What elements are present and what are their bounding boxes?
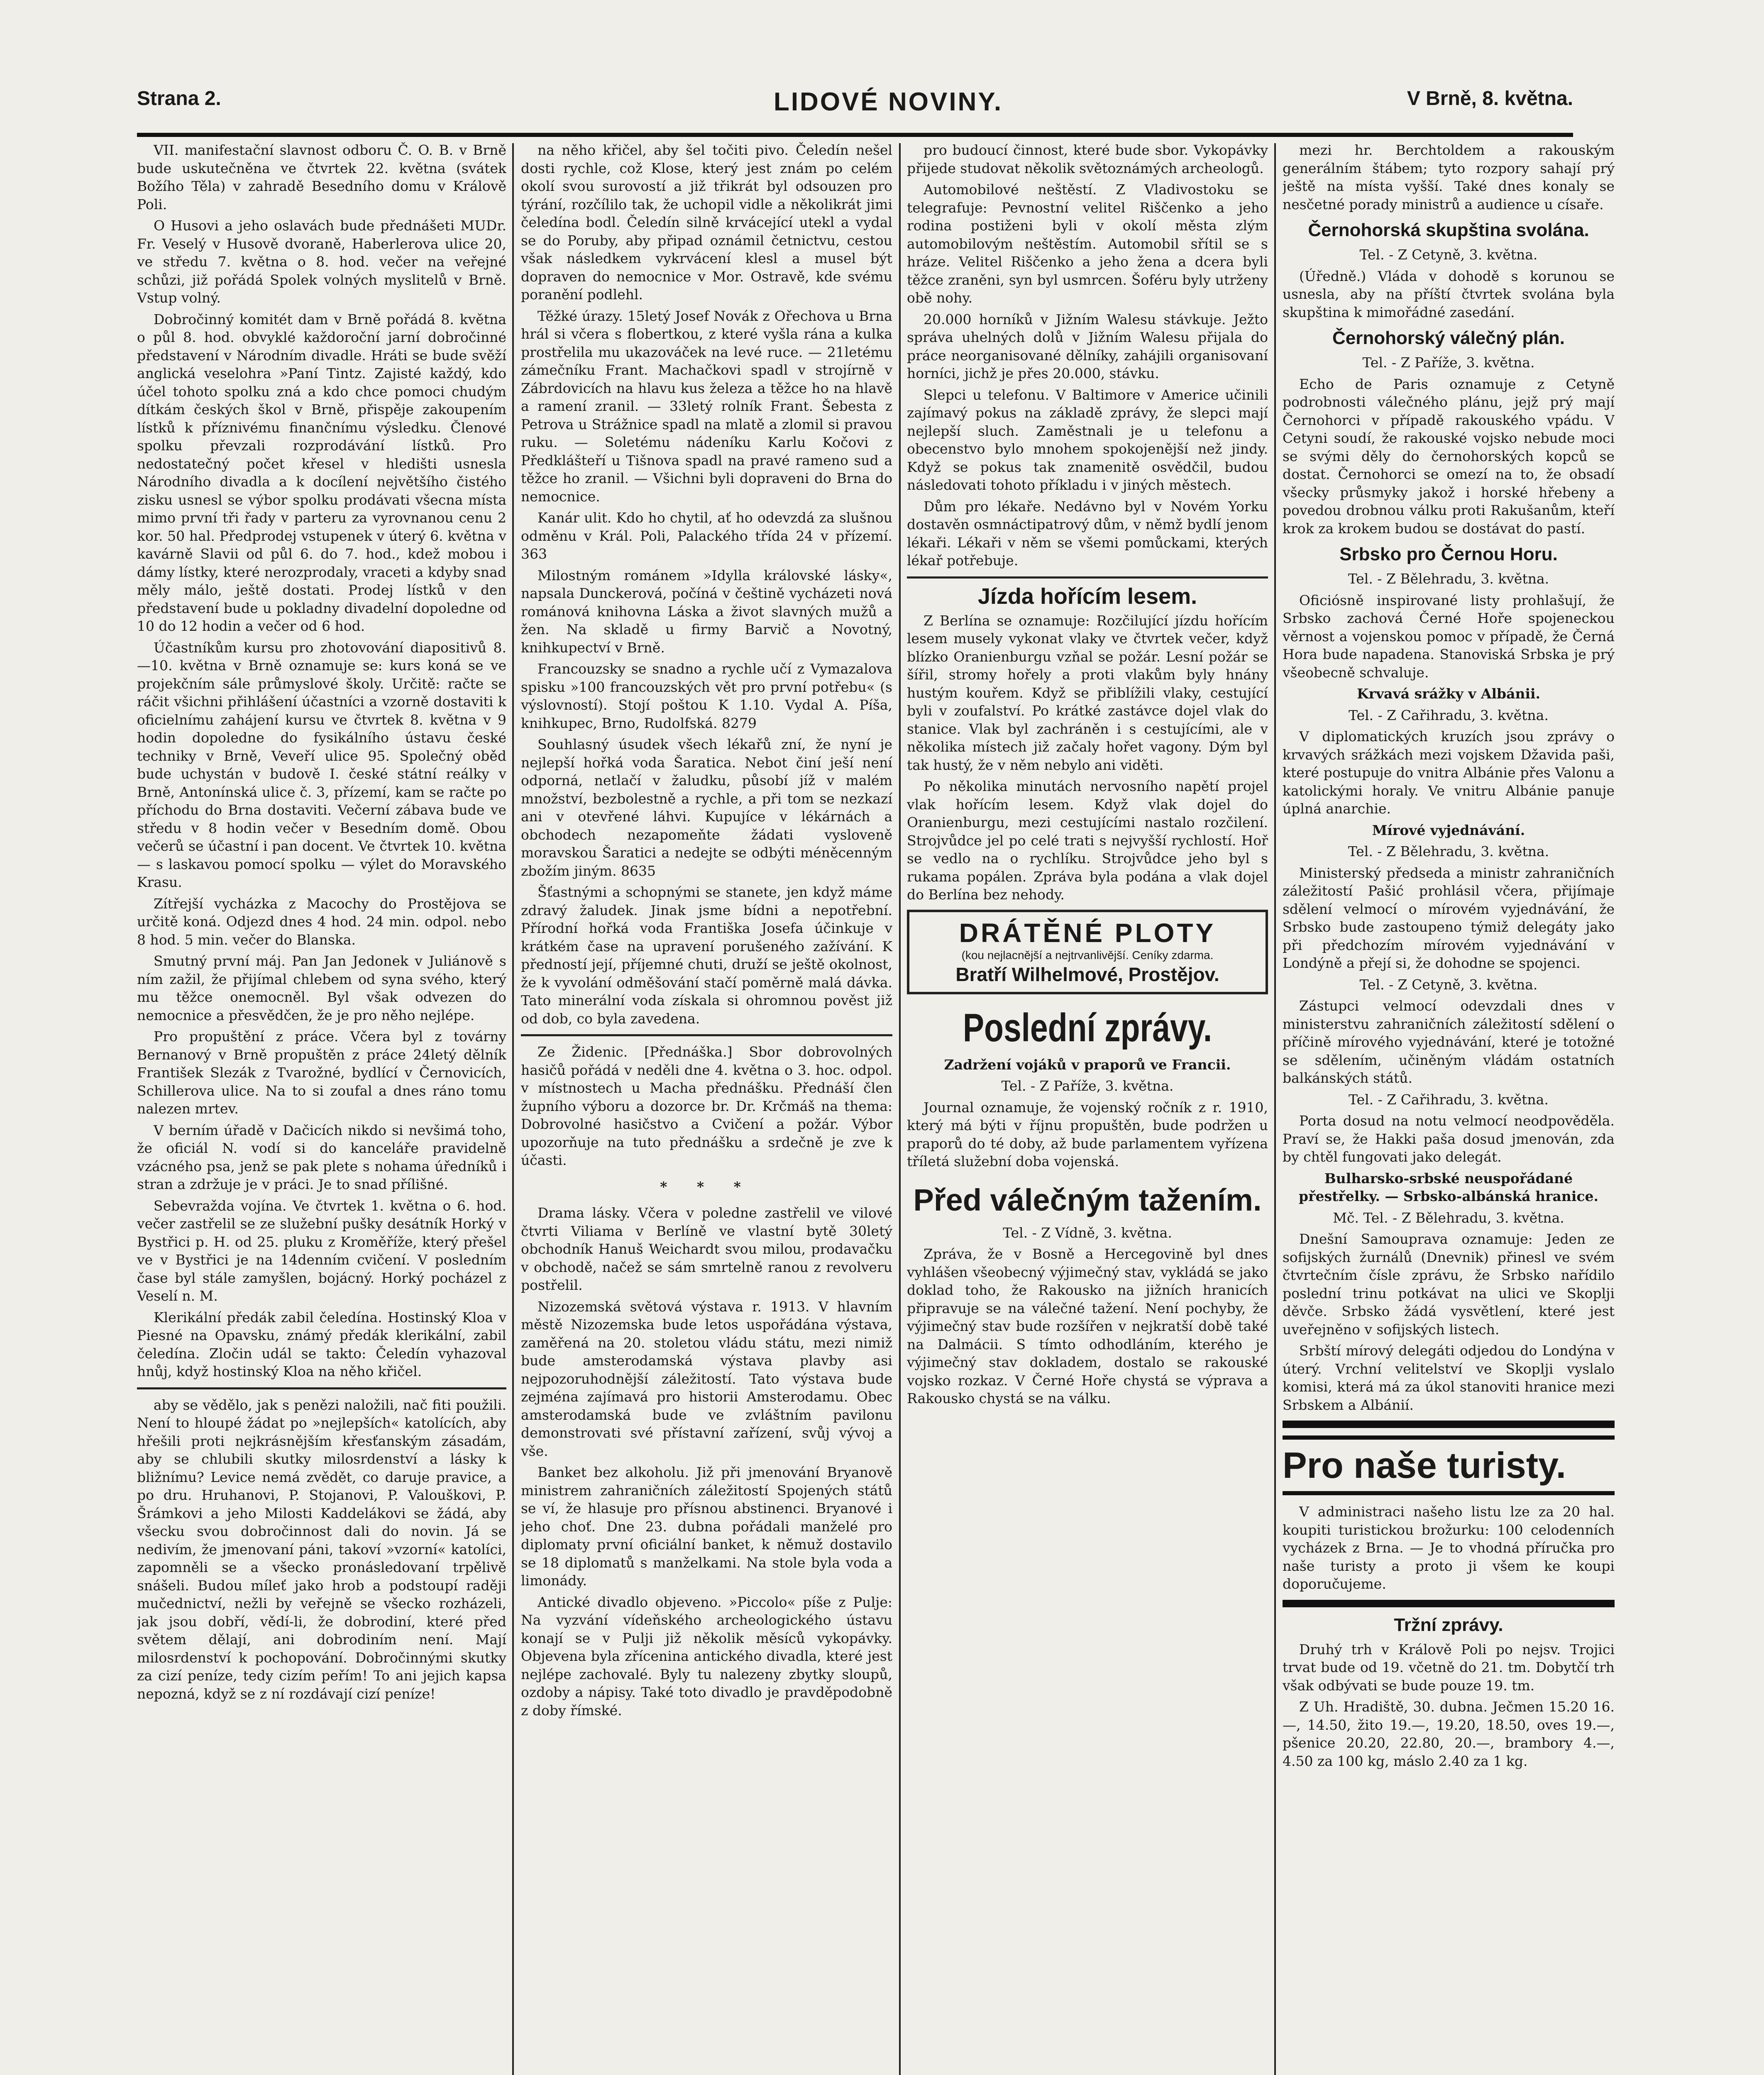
article-headline: Černohorská skupština svolána. bbox=[1308, 220, 1589, 240]
news-item: aby se vědělo, jak s penězi naložili, nač fiti použili. Není to hloupé žádat po »nejlepších« katolících, aby hřešili proti nejkrásnějším křesťanským zásadám, aby se chlubili skutky milosrdenství a lásky k bližnímu? Levice nemá zvědět, co daruje pravice, a po dru. Hruhanovi, P. Stojanovi, P. Valouškovi, P. Šrámkovi a jeho Milosti Kaddelákovi se žádá, aby všecku svou dobročinnost dali do novin. Já se nedivím, že jmenovaní páni, takoví »vzorní« katolíci, zapomněli se a všecko pronásledovaní trpělivě snášeli. Budou míleť jako hrob a podstoupí raději mučednictví, nežli by veřejně se všecko rozházeli, jak jsou dobří, vědí-li, že dobrodiní, které před světem dělají, ani dobrodiním není. Mají milosrdenství k pochopování. Dobročinnými skutky za cizí peníze, tedy cizím peřím! To ani jejich kapsa nepozná, když se z ní rozdávají cizí peníze! bbox=[137, 1396, 506, 1702]
news-item: Dům pro lékaře. Nedávno byl v Novém Yorku dostavěn osmnáctipatrový dům, v němž bydlí jenom lékaři. Lékaři v něm se všemi pomůckami, kterých lékař potřebuje. bbox=[907, 498, 1268, 569]
ad-title: DRÁTĚNÉ PLOTY bbox=[959, 918, 1216, 948]
classified-ad: Kanár ulit. Kdo ho chytil, ať ho odevzdá za slušnou odměnu v Král. Poli, Palackého třída 24 v přízemí. 363 bbox=[521, 510, 892, 562]
article-paragraph: Druhý trh v Králově Poli po nejsv. Trojici trvat bude od 19. včetně do 21. tm. Dobytčí trh však odbývati se bude pouze 19. tm. bbox=[1283, 1641, 1615, 1694]
news-item: Slepci u telefonu. V Baltimore v Americe učinili zajímavý pokus na základě zprávy, že slepci mají nejlepší sluch. Zaměstnali je u telefonu a obecenstvo bylo mnohem spokojenější než jindy. Když se pokus tak znamenitě osvědčil, budou následovati tohoto příkladu i v jiných městech. bbox=[907, 386, 1268, 493]
article-headline: Jízda hořícím lesem. bbox=[977, 583, 1197, 609]
news-item: Automobilové neštěstí. Z Vladivostoku se telegrafuje: Pevnostní velitel Riščenko a jeho rodina postiženi byli v okolí města zlým automobilovým neštěstím. Automobil sřítil se s hráze. Velitel Riščenko a jeho žena a dcera byli těžce zraněni, syn byl usmrcen. Šoféru byly utrženy obě nohy. bbox=[907, 181, 1268, 306]
dateline: Tel. - Z Paříže, 3. května. bbox=[1362, 354, 1535, 371]
news-item: Pro propuštění z práce. Včera byl z továrny Bernanový v Brně propuštěn z práce 24letý dělník František Slezák z Tvarožné, bydlící v Černovicích, Schillerova ulice. Na to si zoufal a dnes ráno tomu nalezen mrtev. bbox=[137, 1028, 506, 1117]
section-rule bbox=[1283, 1600, 1615, 1607]
column-divider bbox=[512, 143, 514, 2075]
article-paragraph: Srbští mírový delegáti odjedou do Londýna v úterý. Vrchní velitelství ve Skoplji vyslalo komisi, která má za úkol stanoviti hranice mezi Srbskem a Albánií. bbox=[1283, 1343, 1615, 1413]
column-2 bbox=[521, 141, 892, 2075]
article-paragraph: V diplomatických kruzích jsou zprávy o krvavých srážkách mezi vojskem Džavida paši, které postupuje do vnitra Albánie přes Valonu a katolickými horaly. Ve vnitru Albánie panuje úplná anarchie. bbox=[1283, 728, 1615, 817]
news-item: Těžké úrazy. 15letý Josef Novák z Ořechova u Brna hrál si včera s flobertkou, z které vyšla rána a kulka prostřelila mu ukazováček na levé ruce. — 21letému zámečníku Frant. Machačkovi spadl v strojírně v Zábrdovicích na hlavu kus železa a těžce ho na hlavě a ramení zranil. — 33letý rolník Frant. Šebesta z Petrova u Strážnice spadl na mlatě a zlomil si pravou ruku. — Soletému nádeníku Karlu Kočovi z Předklášteří u Tišnova spadl na pravé rameno sud a těžce ho zranil. — Všichni byli dopraveni do Brna do nemocnice. bbox=[521, 308, 892, 505]
article-paragraph: mezi hr. Berchtoldem a rakouským generálním štábem; tyto rozpory sahají prý ještě na místa vyšší. Také dnes konaly se nesčetné porady ministrů a audience u císaře. bbox=[1283, 142, 1615, 212]
article-paragraph: Ministerský předseda a ministr zahraničních záležitostí Pašić prohlásil včera, přijímaje sdělení velmocí o mírovém vyjednávání, že Srbsko bude zastoupeno týmiž delegáty jako při předchozím mírovém vyjednávání v Londýně a přejí si, že dohodne se spojenci. bbox=[1283, 864, 1615, 971]
article-paragraph: Po několika minutách nervosního napětí projel vlak hořícím lesem. Když vlak dojel do Oranienburgu, mezi cestujícími nastalo rozčilení. Strojvůdce jel po celé trati s nejvyšší rychlostí. Hoř se vedlo na o rychlíku. Strojvůdce jeho byl s rukama popálen. Zpráva byla podána a vlak dojel do Berlína bez nehody. bbox=[907, 778, 1268, 903]
classified-ad: Šťastnými a schopnými se stanete, jen když máme zdravý žaludek. Jinak jsme bídni a nepotřební. Přírodní hořká voda Františka Josefa účinkuje v krátkém čase na upravení porušeného zažívání. K předností její, příjemné chuti, druží se ještě okolnost, že k vyvolání odměšování stačí poměrně malá dávka. Tato minerální voda získala si ohromnou pověst již od dob, co byla zavedena. bbox=[521, 884, 892, 1027]
article-paragraph: Z Berlína se oznamuje: Rozčilující jízdu hořícím lesem musely vykonat vlaky ve čtvrtek večer, když blízko Oranienburgu vzňal se požár. Lesní požár se šířil, stromy hořely a proti vlakům byly hnány hustým kouřem. Když se přiblížili vlaky, cestující byli v zoufalství. Po krátké zastávce dojel vlak do stanice. Vlak byl zachráněn i s cestujícími, ale v několika místech již začaly hořet vagony. Dým byl tak hustý, že v něm nebylo ani viděti. bbox=[907, 612, 1268, 773]
news-item: 20.000 horníků v Jižním Walesu stávkuje. Ježto správa uhelných dolů v Jižním Walesu přijala do práce neorganisované dělníky, zahájili organisovaní horníci, jichž je přes 20.000, stávku. bbox=[907, 311, 1268, 381]
article-subheadline: Zadržení vojáků v praporů ve Francii. bbox=[944, 1056, 1231, 1073]
dateline: Tel. - Z Cetyně, 3. května. bbox=[1359, 247, 1538, 263]
dateline: Mč. Tel. - Z Bělehradu, 3. května. bbox=[1333, 1209, 1564, 1226]
news-item: Účastníkům kursu pro zhotovování diapositivů 8.—10. května v Brně oznamuje se: kurs koná se ve projekčním sále průmyslové školy. Určitě: račte se ráčit všichni přihlášení účastníci a vzorně dostaviti k oficielnímu zahájení kursu ve čtvrtek 8. května v 9 hodin dopoledne do fysikálního ústavu české techniky v Brně, Veveří ulice 95. Společný oběd bude uchystán v budově I. české státní reálky v Brně, Antonínská ulice č. 3, přízemí, kam se račte po příchodu do Brna dostaviti. Večerní zábava bude ve středu v 8 hodin večer v Besedním domě. Obou večerů se účastní i pan docent. Ve čtvrtek 10. května — s laskavou pomocí spolku — výlet do Moravského Krasu. bbox=[137, 639, 506, 890]
article-headline: Černohorský válečný plán. bbox=[1332, 328, 1565, 348]
dateline: Tel. - Z Cetyně, 3. května. bbox=[1359, 976, 1538, 993]
news-item: pro budoucí činnost, které bude sbor. Vykopávky přijede studovat několik světoznámých archeologů. bbox=[907, 142, 1268, 176]
article-subheadline: Bulharsko-srbské neuspořádané přestřelky. — Srbsko-albánská hranice. bbox=[1299, 1170, 1598, 1204]
news-item: VII. manifestační slavnost odboru Č. O. B. v Brně bude uskutečněna ve čtvrtek 22. května (svátek Božího Těla) v zahradě Besedního domu v Králově Poli. bbox=[137, 142, 506, 212]
article-paragraph: Oficiósně inspirované listy prohlašují, že Srbsko zachová Černé Hoře spojeneckou věrnost a vojenskou pomoc v případě, že Černá Hora bude napadena. Stanoviská Srbska je prý všeobecně schvaluje. bbox=[1283, 592, 1615, 681]
article-subheadline: Mírové vyjednávání. bbox=[1372, 822, 1525, 838]
dateline: Tel. - Z Bělehradu, 3. května. bbox=[1348, 571, 1549, 587]
page-number: Strana 2. bbox=[137, 88, 221, 110]
section-rule bbox=[1283, 1421, 1615, 1428]
classified-ad: Francouzsky se snadno a rychle učí z Vymazalova spisku »100 francouzských vět pro první potřebu« (s výslovností). Stojí poštou K 1.10. Vydal A. Píša, knihkupec, Brno, Rudolfská. 8279 bbox=[521, 661, 892, 731]
dateline: Tel. - Z Vídně, 3. května. bbox=[1003, 1224, 1172, 1241]
ad-text: (kou nejlacnější a nejtrvanlivější. Ceníky zdarma. bbox=[961, 948, 1214, 962]
article-headline: Srbsko pro Černou Horu. bbox=[1339, 544, 1558, 564]
dateline: Tel. - Z Bělehradu, 3. května. bbox=[1348, 843, 1549, 859]
dateline: Tel. - Z Paříže, 3. května. bbox=[1001, 1078, 1174, 1094]
section-title-latest-news: Poslední zprávy. bbox=[963, 1005, 1212, 1050]
newspaper-title: LIDOVÉ NOVINY. bbox=[773, 88, 1003, 116]
column-3 bbox=[907, 141, 1268, 2075]
news-item: na něho křičel, aby šel točiti pivo. Čeledín nešel dosti rychle, což Klose, který jest znám po celém okolí svou surovostí a již třikrát byl odsouzen pro týrání, rozčílilo tak, že uchopil vidle a několikrát jimi čeledína bodl. Čeledín silně krvácející utekl a vydal se do Poruby, aby připad oznámil četnictvu, cestou však následkem vykrvácení klesl a musel být dopraven do nemocnice v Mor. Ostravě, kde svému poranění podlehl. bbox=[521, 142, 892, 303]
section-title-market: Tržní zprávy. bbox=[1394, 1614, 1503, 1635]
column-divider bbox=[899, 143, 901, 2075]
news-item: Drama lásky. Včera v poledne zastřelil ve vilové čtvrti Viliama v Berlíně ve vlastní bytě 30letý obchodník Hanuš Weichardt svou milou, prodavačku v obchodě, načež se sám smrtelně ranou z revolveru postřelil. bbox=[521, 1205, 892, 1293]
news-item: Smutný první máj. Pan Jan Jedonek v Juliánově s ním zažil, že přijímal chlebem od syna svého, který mu těžce onemocněl. Byl však odvezen do nemocnice a přesvědčen, že je pro něho nejlépe. bbox=[137, 953, 506, 1023]
dateline: Tel. - Z Cařihradu, 3. května. bbox=[1349, 1091, 1549, 1108]
issue-date: V Brně, 8. května. bbox=[1407, 88, 1573, 110]
news-item: Dobročinný komitét dam v Brně pořádá 8. května o půl 8. hod. obvyklé každoroční jarní dobročinné představení v Národním divadle. Hráti se bude svěží anglická veselohra »Paní Tintz. Zajisté každý, kdo účel tohoto spolku zná a kdo chce pomoci chudým dítkám českých škol v Brně, přispěje zakoupením lístků k příznivému finančnímu výsledku. Členové spolku převzali rozprodávání lístků. Pro nedostatečný počet křesel v hledišti usnesla Národního divadla a k docílení největšího čistého zisku usnesl se výbor spolku prodávati všecna místa mimo první tři řady v parteru za vyrovnanou cenu 2 kor. 50 hal. Předprodej vstupenek v úterý 6. května v kavárně Slavii od půl 6. do 7. hod., kdež mobou i dámy lístky, které nerozprodaly, vraceti a kdyby snad měly málo, ještě dostati. Prodej lístků v den představení bude u pokladny divadelní dopoledne od 10 do 12 hodin a večer od 6 hod. bbox=[137, 311, 506, 634]
column-divider bbox=[1274, 143, 1276, 2075]
news-item: Zítřejší vycházka z Macochy do Prostějova se určitě koná. Odjezd dnes 4 hod. 24 min. odpol. nebo 8 hod. 5 min. večer do Blanska. bbox=[137, 895, 506, 948]
section-rule bbox=[521, 1034, 892, 1036]
article-paragraph: Z Uh. Hradiště, 30. dubna. Ječmen 15.20 16.—, 14.50, žito 19.—, 19.20, 18.50, oves 19.—, pšenice 20.20, 22.80, 20.—, brambory 4.—, 4.50 za 100 kg, máslo 2.40 za 1 kg. bbox=[1283, 1699, 1615, 1769]
news-item: V berním úřadě v Dačicích nikdo si nevšimá toho, že oficiál N. vodí si do kanceláře pravidelně vzácného psa, jenž se pak plete s nohama úředníků i stran a zdržuje je v práci. Je to snad přílišné. bbox=[137, 1122, 506, 1192]
news-item: Ze Židenic. [Přednáška.] Sbor dobrovolných hasičů pořádá v neděli dne 4. května o 3. hoc. odpol. v místnostech u Macha přednášku. Přednáší člen župního výboru a dozorce br. Dr. Krčmáš na thema: Dobrovolné hasičstvo a Cvičení a požár. Výbor upozorňuje na tuto přednášku a srdečně je zve k účasti. bbox=[521, 1044, 892, 1168]
article-subheadline: Krvavá srážky v Albánii. bbox=[1356, 686, 1541, 702]
article-paragraph: (Úředně.) Vláda v dohodě s korunou se usnesla, aby na příští čtvrtek svolána byla skupština k mimořádné zasedání. bbox=[1283, 268, 1615, 320]
article-paragraph: Zástupci velmocí odevzdali dnes v ministerstvu zahraničních záležitostí sdělení o příčině mírového vyjednávání, které je totožné se sdělením, učiněným vládám ostatních balkánských států. bbox=[1283, 998, 1615, 1086]
article-paragraph: Dnešní Samouprava oznamuje: Jeden ze sofijských žurnálů (Dnevnik) přinesl ve svém čtvrtečním čísle zprávu, že Srbsko nařídilo poslední trinu potkávat na ulici ve Skoplji děvče. Srbsko žádá vysvětlení, které jest uveřejněno v sofijských listech. bbox=[1283, 1231, 1615, 1338]
section-stars: * * * bbox=[660, 1178, 753, 1195]
section-rule bbox=[907, 576, 1268, 579]
classified-ad: Souhlasný úsudek všech lékařů zní, že nyní je nejlepší hořká voda Šaratica. Nebot činí ješí není odporná, netlačí v žaludku, působí jíž v malém množství, bezbolestně a rychle, a při tom se nezkazí ani v otevřené láhvi. Kupujíce v lékárnách a obchodech nezapomeňte žádati vysloveně moravskou Šaratici a nedejte se odbýti méněcenným zbožím jiným. 8635 bbox=[521, 736, 892, 879]
news-item: Klerikální předák zabil čeledína. Hostinský Kloa v Piesné na Opavsku, známý předák klerikální, zabil čeledína. Zločin udál se takto: Čeledín vyhazoval hnůj, když hostinský Kloa na něho křičel. bbox=[137, 1309, 506, 1379]
section-rule bbox=[137, 1387, 506, 1389]
article-paragraph: Zpráva, že v Bosně a Hercegovině byl dnes vyhlášen všeobecný výjimečný stav, vykládá se jako doklad toho, že Rakousko na jižních hranicích připravuje se na válečné tažení. Není pochyby, že výjimečný stav bude rozšířen v nejkratší době také na Dalmácii. S tímto odhodláním, kterého je výjimečný stav dokladem, dostalo se rakouské vojsko rozkaz. V Černé Hoře chystá se výprava a Rakousko chystá se na válku. bbox=[907, 1246, 1268, 1406]
news-item: Sebevražda vojína. Ve čtvrtek 1. května o 6. hod. večer zastřelil se ze služební pušky desátník Horký v Bystřici p. H. od 25. pluku z Kroměříže, který přešel ve v Bystřici je na 14denním cvičení. V posledním čase byl stále zamyšlen, bojácný. Horký pocházel z Veselí n. M. bbox=[137, 1197, 506, 1304]
section-title-war: Před válečným tažením. bbox=[913, 1182, 1262, 1217]
dateline: Tel. - Z Cařihradu, 3. května. bbox=[1349, 707, 1549, 723]
article-paragraph: V administraci našeho listu lze za 20 hal. koupiti turistickou brožurku: 100 celodenních vycházek z Brna. — Je to vhodná příručka pro naše turisty a proto ji všem ke koupi doporučujeme. bbox=[1283, 1504, 1615, 1592]
section-title-tourists: Pro naše turisty. bbox=[1283, 1435, 1615, 1495]
masthead bbox=[137, 79, 1573, 137]
news-item: Nizozemská světová výstava r. 1913. V hlavním městě Nizozemska bude letos uspořádána výstava, zaměřená na 20. stoletou vládu státu, mezi nimiž bude amsterodamská výstava plavby asi nejpozoruhodnější záležitostí. Tato výstava bude zejména zajímavá pro historii Amsterodamu. Obec amsterodamská bude ve zvláštním pavilonu demonstrovati své přístavní zařízení, svůj vývoj a vše. bbox=[521, 1298, 892, 1459]
column-1 bbox=[137, 141, 506, 2075]
advertisement-fences bbox=[907, 910, 1268, 994]
article-paragraph: Porta dosud na notu velmocí neodpověděla. Praví se, že Hakki paša dosud jmenován, zda by chtěl fungovati jako delegát. bbox=[1283, 1113, 1615, 1165]
news-item: Antické divadlo objeveno. »Piccolo« píše z Pulje: Na vyzvání vídeňského archeologického ústavu konají se v Pulji již několik měsíců vykopávky. Objevena byla zřícenina antického divadla, které jest nejlépe zachovalé. Byly tu nalezeny zbytky sloupů, ozdoby a nápisy. Také toto divadlo je pravděpodobně z doby římské. bbox=[521, 1594, 892, 1719]
article-paragraph: Echo de Paris oznamuje z Cetyně podrobnosti válečného plánu, jejž prý mají Černohorci v případě rakouského vpádu. V Cetyni soudí, že rakouské vojsko nebude moci se svými děly do černohorských kopců se dostat. Černohorci se omezí na to, že obsadí všecky průsmyky jakož i horské hřebeny a povedou drobnou válku proti Rakušanům, kteří krok za krokem budou se dostávat do pastí. bbox=[1283, 376, 1615, 537]
article-paragraph: Journal oznamuje, že vojenský ročník z r. 1910, který má býti v říjnu propuštěn, bude podržen u praporů do té doby, až bude parlamentem vyřízena tříletá služební doba vojenská. bbox=[907, 1099, 1268, 1169]
news-item: O Husovi a jeho oslavách bude přednášeti MUDr. Fr. Veselý v Husově dvoraně, Haberlerova ulice 20, ve středu 7. května o 8. hod. večer na veřejné schůzi, již pořádá Spolek volných myslitelů v Brně. Vstup volný. bbox=[137, 217, 506, 306]
ad-brand: Bratří Wilhelmové, Prostějov. bbox=[955, 963, 1219, 985]
column-4 bbox=[1283, 141, 1615, 2075]
news-item: Banket bez alkoholu. Již při jmenování Bryanově ministrem zahraničních záležitostí Spojených států se ví, že hlasuje pro přísnou abstinenci. Bryanové i jeho choť. Dne 23. dubna pořádali manželé pro diplomaty první oficiální banket, k němuž dostavilo se 18 diplomatů s manželkami. Na stole byla voda a limonády. bbox=[521, 1464, 892, 1589]
classified-ad: Milostným románem »Idylla královské lásky«, napsala Dunckerová, počíná v češtině vycházeti nová románová knihovna Láska a život slavných mužů a žen. Na skladě u firmy Barvič a Novotný, knihkupectví v Brně. bbox=[521, 567, 892, 656]
